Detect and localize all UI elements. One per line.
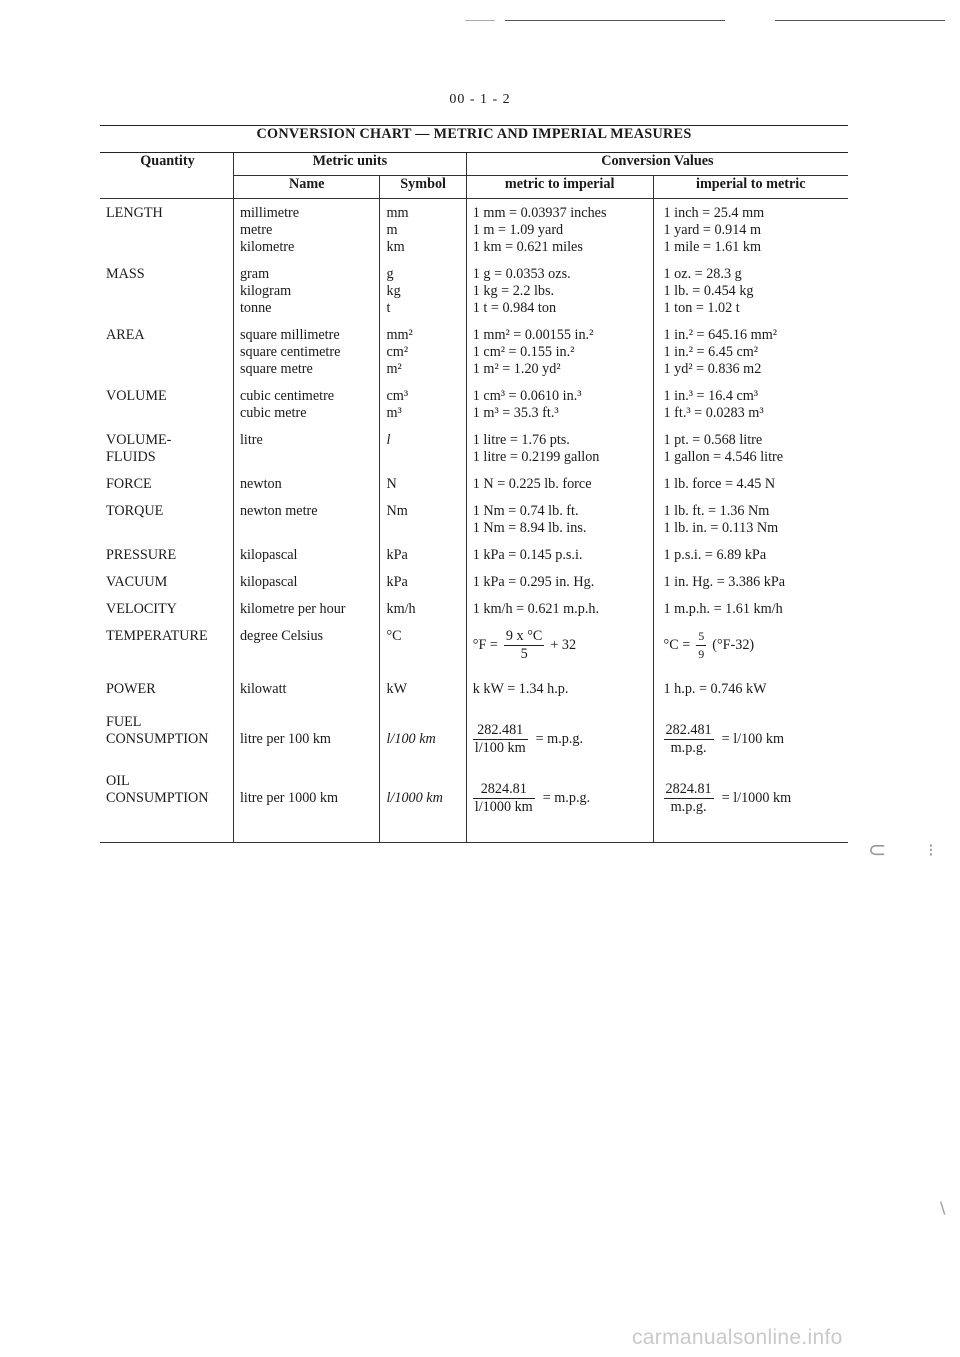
symbol-line: cm²	[386, 344, 409, 360]
imperial-to-metric-line: 1 ft.³ = 0.0283 m³	[663, 405, 764, 421]
metric-to-imperial-line: 1 mm = 0.03937 inches	[472, 205, 607, 221]
quantity-cell	[100, 595, 233, 622]
table-row-fuel-consumption	[100, 702, 848, 761]
fraction-denominator: m.p.g.	[670, 799, 707, 815]
name-cell: kilowatt	[233, 667, 380, 702]
metric-to-imperial-line: 1 N = 0.225 lb. force	[472, 476, 592, 492]
name-line: millimetre	[239, 205, 300, 221]
imperial-to-metric-line: 1 p.s.i. = 6.89 kPa	[663, 547, 767, 563]
table-row	[100, 568, 848, 595]
table-body	[100, 199, 848, 843]
symbol-line: N	[386, 476, 397, 492]
header-conversion-values: Conversion Values	[466, 153, 848, 176]
imperial-to-metric-line: 1 ton = 1.02 t	[663, 300, 740, 316]
name-cell	[233, 382, 380, 426]
fraction-numerator: 282.481	[665, 722, 712, 738]
table-row-temperature	[100, 622, 848, 667]
symbol-cell	[380, 541, 466, 568]
metric-to-imperial-cell	[466, 497, 653, 541]
imperial-to-metric-cell	[653, 497, 848, 541]
table-row	[100, 541, 848, 568]
imperial-to-metric-cell	[653, 321, 848, 382]
scan-mark: \	[940, 1198, 946, 1217]
quantity-line: FUEL	[106, 714, 142, 730]
imperial-to-metric-line: 1 oz. = 28.3 g	[663, 266, 742, 282]
imperial-to-metric-cell	[653, 260, 848, 321]
quantity-cell	[100, 470, 233, 497]
fraction-numerator: 5	[696, 628, 706, 646]
name-cell	[233, 761, 380, 843]
header-symbol: Symbol	[380, 176, 466, 199]
symbol-line: kPa	[386, 574, 408, 590]
fraction	[696, 628, 706, 663]
symbol-cell	[380, 761, 466, 843]
symbol-cell	[380, 321, 466, 382]
symbol-line: m	[386, 222, 398, 238]
metric-to-imperial-cell	[466, 761, 653, 843]
header-name: Name	[233, 176, 380, 199]
name-cell	[233, 702, 380, 761]
quantity-cell	[100, 260, 233, 321]
symbol-cell	[380, 595, 466, 622]
metric-to-imperial-cell	[466, 382, 653, 426]
scan-line	[465, 20, 495, 21]
table-row-power	[100, 667, 848, 702]
symbol-cell	[380, 497, 466, 541]
metric-to-imperial-cell	[466, 321, 653, 382]
imperial-to-metric-cell	[653, 470, 848, 497]
page-number: 00 - 1 - 2	[449, 92, 511, 107]
metric-to-imperial-cell	[466, 426, 653, 470]
quantity-line: CONSUMPTION	[106, 731, 209, 747]
quantity-line: CONSUMPTION	[106, 790, 209, 806]
conversion-table	[100, 125, 848, 843]
fraction-denominator: 9	[698, 647, 705, 661]
metric-to-imperial-line: 1 m³ = 35.3 ft.³	[472, 405, 559, 421]
scan-mark: ⁝	[928, 840, 934, 861]
metric-to-imperial-line: 1 g = 0.0353 ozs.	[472, 266, 571, 282]
imperial-to-metric-line: 1 yard = 0.914 m	[663, 222, 761, 238]
name-line: gram	[239, 266, 270, 282]
quantity-line: PRESSURE	[106, 547, 177, 563]
quantity-cell	[100, 541, 233, 568]
imperial-to-metric-cell: 1 h.p. = 0.746 kW	[663, 681, 767, 697]
formula-lhs: °C =	[663, 637, 691, 653]
symbol-cell	[380, 199, 466, 261]
fraction-denominator: 5	[520, 646, 528, 662]
name-line: newton metre	[239, 503, 318, 519]
metric-to-imperial-line: 1 t = 0.984 ton	[472, 300, 557, 316]
quantity-line: MASS	[106, 266, 145, 282]
symbol-line: l	[386, 432, 391, 448]
metric-to-imperial-cell	[466, 595, 653, 622]
imperial-to-metric-line: 1 m.p.h. = 1.61 km/h	[663, 601, 783, 617]
metric-to-imperial-line: 1 Nm = 8.94 lb. ins.	[472, 520, 587, 536]
metric-to-imperial-line: 1 cm³ = 0.0610 in.³	[472, 388, 582, 404]
formula-lhs: °F =	[472, 637, 498, 653]
name-line: cubic metre	[239, 405, 307, 421]
quantity-line: FORCE	[106, 476, 152, 492]
metric-to-imperial-line: 1 m² = 1.20 yd²	[472, 361, 561, 377]
name-line: metre	[239, 222, 273, 238]
quantity-cell	[100, 568, 233, 595]
fraction-numerator: 2824.81	[665, 781, 712, 797]
name-line: newton	[239, 476, 282, 492]
fraction	[664, 722, 714, 757]
name-line: kilopascal	[239, 574, 298, 590]
metric-to-imperial-line: 1 kPa = 0.295 in. Hg.	[472, 574, 595, 590]
imperial-to-metric-cell	[653, 568, 848, 595]
imperial-to-metric-line: 1 gallon = 4.546 litre	[663, 449, 784, 465]
formula-rhs: = l/100 km	[721, 731, 785, 747]
symbol-line: mm²	[386, 327, 413, 343]
quantity-line: VOLUME	[106, 388, 167, 404]
header-metric-units: Metric units	[233, 153, 466, 176]
imperial-to-metric-line: 1 lb. force = 4.45 N	[663, 476, 776, 492]
quantity-cell	[100, 702, 233, 761]
symbol-cell	[380, 702, 466, 761]
imperial-to-metric-line: 1 lb. = 0.454 kg	[663, 283, 754, 299]
metric-to-imperial-cell: k kW = 1.34 h.p.	[466, 667, 653, 702]
imperial-to-metric-line: 1 in.² = 645.16 mm²	[663, 327, 777, 343]
table-row-oil-consumption	[100, 761, 848, 843]
metric-to-imperial-line: 1 km/h = 0.621 m.p.h.	[472, 601, 600, 617]
quantity-cell	[100, 199, 233, 261]
watermark: carmanualsonline.info	[632, 1326, 843, 1349]
scan-mark: ⊂	[868, 838, 887, 863]
table-title: CONVERSION CHART — METRIC AND IMPERIAL MEASURES	[100, 126, 848, 153]
quantity-cell: POWER	[100, 667, 233, 702]
symbol-line: m²	[386, 361, 402, 377]
header-imperial-to-metric: imperial to metric	[653, 176, 848, 199]
symbol-line: mm	[386, 205, 409, 221]
name-cell	[233, 595, 380, 622]
name-line: kilometre	[239, 239, 295, 255]
symbol-cell	[380, 470, 466, 497]
formula-rhs: (°F-32)	[712, 637, 755, 653]
symbol-line: cm³	[386, 388, 409, 404]
metric-to-imperial-line: 1 kPa = 0.145 p.s.i.	[472, 547, 583, 563]
imperial-to-metric-cell	[653, 382, 848, 426]
metric-to-imperial-line: 1 litre = 1.76 pts.	[472, 432, 570, 448]
name-cell	[233, 497, 380, 541]
header-metric-to-imperial: metric to imperial	[466, 176, 653, 199]
metric-to-imperial-cell	[466, 260, 653, 321]
quantity-line: VELOCITY	[106, 601, 177, 617]
imperial-to-metric-cell	[653, 761, 848, 843]
metric-to-imperial-line: 1 cm² = 0.155 in.²	[472, 344, 575, 360]
name-line: square millimetre	[239, 327, 340, 343]
fraction	[664, 781, 714, 816]
fraction	[473, 781, 535, 816]
symbol-cell	[380, 568, 466, 595]
symbol-line: kPa	[386, 547, 408, 563]
name-line: kilometre per hour	[239, 601, 346, 617]
symbol-cell	[380, 382, 466, 426]
fraction-denominator: m.p.g.	[670, 740, 707, 756]
name-cell: degree Celsius	[233, 622, 380, 667]
name-line: square metre	[239, 361, 313, 377]
quantity-cell: TEMPERATURE	[100, 622, 233, 667]
imperial-to-metric-cell	[653, 426, 848, 470]
name-line: cubic centimetre	[239, 388, 335, 404]
metric-to-imperial-line: 1 km = 0.621 miles	[472, 239, 583, 255]
table-row	[100, 260, 848, 321]
quantity-line: AREA	[106, 327, 145, 343]
imperial-to-metric-line: 1 inch = 25.4 mm	[663, 205, 765, 221]
name-cell	[233, 199, 380, 261]
metric-to-imperial-line: 1 mm² = 0.00155 in.²	[472, 327, 594, 343]
header-quantity: Quantity	[100, 153, 233, 199]
name-cell	[233, 541, 380, 568]
table-row	[100, 199, 848, 261]
symbol-text: l/1000 km	[386, 790, 443, 806]
imperial-to-metric-line: 1 mile = 1.61 km	[663, 239, 761, 255]
imperial-to-metric-cell	[653, 199, 848, 261]
symbol-line: km/h	[386, 601, 416, 617]
symbol-cell: kW	[380, 667, 466, 702]
table-row	[100, 382, 848, 426]
metric-to-imperial-line: 1 Nm = 0.74 lb. ft.	[472, 503, 579, 519]
name-text: litre per 100 km	[239, 731, 331, 747]
formula-rhs: = l/1000 km	[721, 790, 792, 806]
quantity-cell	[100, 321, 233, 382]
imperial-to-metric-cell	[653, 702, 848, 761]
symbol-line: kg	[386, 283, 401, 299]
metric-to-imperial-line: 1 kg = 2.2 lbs.	[472, 283, 555, 299]
table-row	[100, 470, 848, 497]
imperial-to-metric-line: 1 lb. in. = 0.113 Nm	[663, 520, 779, 536]
fraction-numerator: 282.481	[473, 722, 528, 740]
name-cell	[233, 260, 380, 321]
fraction-denominator: l/100 km	[474, 740, 526, 756]
imperial-to-metric-line: 1 pt. = 0.568 litre	[663, 432, 763, 448]
symbol-line: km	[386, 239, 405, 255]
fraction	[504, 628, 544, 663]
metric-to-imperial-cell	[466, 702, 653, 761]
metric-to-imperial-line: 1 litre = 0.2199 gallon	[472, 449, 600, 465]
name-line: tonne	[239, 300, 272, 316]
scan-line	[775, 20, 945, 21]
name-line: kilopascal	[239, 547, 298, 563]
symbol-cell: °C	[380, 622, 466, 667]
imperial-to-metric-line: 1 in.³ = 16.4 cm³	[663, 388, 759, 404]
quantity-cell	[100, 497, 233, 541]
formula-rhs: + 32	[550, 637, 577, 653]
fraction-numerator: 2824.81	[473, 781, 535, 799]
imperial-to-metric-line: 1 yd² = 0.836 m2	[663, 361, 762, 377]
metric-to-imperial-cell	[466, 568, 653, 595]
imperial-to-metric-cell	[653, 595, 848, 622]
metric-to-imperial-cell	[466, 541, 653, 568]
metric-to-imperial-cell	[466, 470, 653, 497]
fraction-numerator: 9 x °C	[505, 628, 543, 644]
metric-to-imperial-cell	[466, 199, 653, 261]
table-row	[100, 595, 848, 622]
symbol-cell	[380, 260, 466, 321]
imperial-to-metric-line: 1 in.² = 6.45 cm²	[663, 344, 759, 360]
scan-line	[505, 20, 725, 21]
quantity-line: VACUUM	[106, 574, 168, 590]
table-row	[100, 321, 848, 382]
imperial-to-metric-cell	[653, 622, 848, 667]
symbol-text: l/100 km	[386, 731, 436, 747]
symbol-line: g	[386, 266, 394, 282]
symbol-line: Nm	[386, 503, 408, 519]
fraction	[473, 722, 528, 757]
table-row	[100, 426, 848, 470]
symbol-cell	[380, 426, 466, 470]
imperial-to-metric-line: 1 lb. ft. = 1.36 Nm	[663, 503, 770, 519]
name-cell	[233, 321, 380, 382]
formula-rhs: = m.p.g.	[542, 790, 591, 806]
quantity-line: TORQUE	[106, 503, 164, 519]
imperial-to-metric-line: 1 in. Hg. = 3.386 kPa	[663, 574, 786, 590]
symbol-line: t	[386, 300, 391, 316]
quantity-cell	[100, 761, 233, 843]
quantity-line: OIL	[106, 773, 130, 789]
table-row	[100, 497, 848, 541]
name-text: litre per 1000 km	[239, 790, 339, 806]
quantity-cell	[100, 382, 233, 426]
quantity-line: LENGTH	[106, 205, 163, 221]
fraction-denominator: l/1000 km	[474, 799, 533, 815]
name-cell	[233, 568, 380, 595]
imperial-to-metric-cell	[653, 541, 848, 568]
metric-to-imperial-cell	[466, 622, 653, 667]
name-line: square centimetre	[239, 344, 341, 360]
name-line: litre	[239, 432, 263, 448]
metric-to-imperial-line: 1 m = 1.09 yard	[472, 222, 564, 238]
name-cell	[233, 470, 380, 497]
quantity-line: FLUIDS	[106, 449, 156, 465]
name-line: kilogram	[239, 283, 292, 299]
symbol-line: m³	[386, 405, 402, 421]
name-cell	[233, 426, 380, 470]
quantity-line: VOLUME-	[106, 432, 172, 448]
formula-rhs: = m.p.g.	[535, 731, 584, 747]
quantity-cell	[100, 426, 233, 470]
